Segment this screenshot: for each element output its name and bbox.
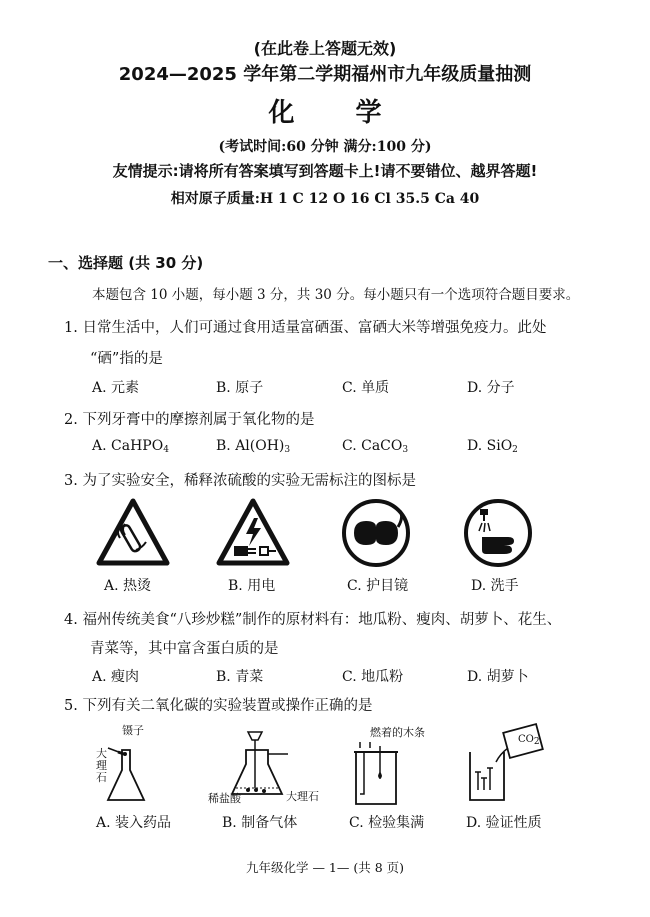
q3-option-c: C. 护目镜 bbox=[347, 578, 409, 594]
q2-option-a: A. CaHPO$_4$ bbox=[92, 438, 169, 455]
electric-hazard-icon bbox=[216, 498, 290, 566]
q5-option-c: C. 检验集满 bbox=[349, 815, 425, 831]
pouring-co2-diagram bbox=[464, 722, 554, 808]
q1-option-b: B. 原子 bbox=[216, 380, 264, 396]
q1-option-c: C. 单质 bbox=[342, 380, 390, 396]
marble-label-a: 大 理 石 bbox=[96, 747, 107, 784]
subject-title: 化 学 bbox=[268, 98, 408, 128]
q3-stem: 3. 为了实验安全，稀释浓硫酸的实验无需标注的图标是 bbox=[64, 473, 416, 489]
q3-option-d: D. 洗手 bbox=[471, 578, 519, 594]
q2-option-d: D. SiO$_2$ bbox=[467, 438, 518, 455]
reminder: 友情提示:请将所有答案填写到答题卡上!请不要错位、越界答题! bbox=[112, 162, 538, 180]
q5-option-d: D. 验证性质 bbox=[466, 815, 542, 831]
atomic-mass: 相对原子质量:H 1 C 12 O 16 Cl 35.5 Ca 40 bbox=[170, 191, 480, 207]
q4-stem-line1: 4. 福州传统美食“八珍炒糕”制作的原材料有：地瓜粉、瘦肉、胡萝卜、花生、 bbox=[64, 612, 562, 628]
section-title: 一、选择题 (共 30 分) bbox=[48, 254, 204, 272]
page-footer: 九年级化学 — 1— (共 8 页) bbox=[245, 860, 405, 875]
q5-option-a: A. 装入药品 bbox=[96, 815, 172, 831]
q3-option-a: A. 热烫 bbox=[104, 578, 152, 594]
q2-stem: 2. 下列牙膏中的摩擦剂属于氧化物的是 bbox=[64, 412, 315, 428]
hot-hazard-icon bbox=[96, 498, 170, 566]
co2-label: $CO_2$ bbox=[518, 734, 540, 747]
notice: (在此卷上答题无效) bbox=[253, 39, 397, 58]
q4-option-a: A. 瘦肉 bbox=[92, 669, 140, 685]
q4-stem-line2: 青菜等，其中富含蛋白质的是 bbox=[90, 641, 279, 657]
exam-title: 2024—2025 学年第二学期福州市九年级质量抽测 bbox=[118, 64, 532, 85]
q4-option-d: D. 胡萝卜 bbox=[467, 669, 529, 685]
q4-option-b: B. 青菜 bbox=[216, 669, 264, 685]
q1-option-a: A. 元素 bbox=[92, 380, 140, 396]
q2-option-b: B. $Al(OH)_3$ bbox=[216, 438, 291, 455]
q5-option-b: B. 制备气体 bbox=[222, 815, 298, 831]
q1-stem-line1: 1. 日常生活中，人们可通过食用适量富硒蛋、富硒大米等增强免疫力。此处 bbox=[64, 320, 547, 336]
marble-label-b: 大理石 bbox=[286, 790, 319, 803]
gas-jar-diagram bbox=[350, 738, 410, 808]
q4-option-c: C. 地瓜粉 bbox=[342, 669, 404, 685]
hand-wash-icon bbox=[462, 497, 534, 569]
q1-stem-line2: “硒”指的是 bbox=[90, 351, 163, 367]
q1-option-d: D. 分子 bbox=[467, 380, 515, 396]
splint-label: 燃着的木条 bbox=[370, 726, 425, 739]
goggles-icon bbox=[340, 497, 412, 569]
tweezers-label: 镊子 bbox=[122, 724, 144, 737]
acid-label: 稀盐酸 bbox=[208, 792, 241, 805]
q3-option-b: B. 用电 bbox=[228, 578, 276, 594]
flask-tweezers-diagram bbox=[98, 738, 178, 808]
time-info: (考试时间:60 分钟 满分:100 分) bbox=[218, 139, 432, 155]
q5-stem: 5. 下列有关二氧化碳的实验装置或操作正确的是 bbox=[64, 698, 373, 714]
section-intro: 本题包含 10 小题，每小题 3 分，共 30 分。每小题只有一个选项符合题目要求。 bbox=[92, 287, 580, 303]
q2-option-c: C. CaCO$_3$ bbox=[342, 438, 409, 455]
